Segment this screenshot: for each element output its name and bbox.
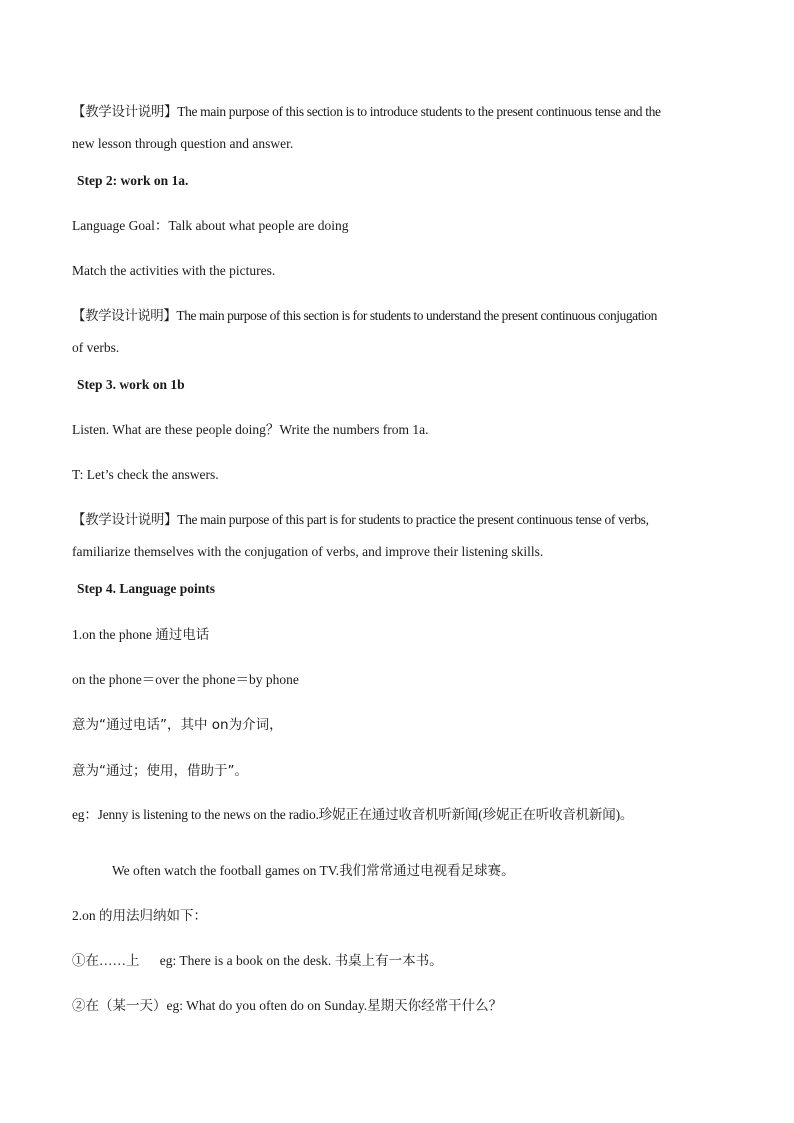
design-note-1-line-1: 【教学设计说明】The main purpose of this section is to introduce students to the present continuous tense and the: [72, 104, 661, 119]
design-note-2-line-2: of verbs.: [72, 340, 120, 355]
meaning-line-1: 意为“通过电话”，其中 on为介词，: [72, 717, 283, 733]
example-radio: eg：Jenny is listening to the news on the radio.珍妮正在通过收音机听新闻(珍妮正在听收音机新闻)。: [72, 807, 634, 822]
phone-equivalents: on the phone＝over the phone＝by phone: [72, 672, 299, 687]
match-instruction: Match the activities with the pictures.: [72, 263, 276, 278]
design-note-3-line-2: familiarize themselves with the conjugation of verbs, and improve their listening skills.: [72, 544, 544, 559]
example-tv: We often watch the football games on TV.我们常常通过电视看足球赛。: [112, 863, 515, 878]
point-2-title: 2.on 的用法归纳如下：: [72, 908, 207, 923]
design-note-1-line-2: new lesson through question and answer.: [72, 136, 294, 151]
point-1-title: 1.on the phone 通过电话: [72, 627, 210, 642]
language-goal: Language Goal：Talk about what people are doing: [72, 218, 349, 233]
usage-on-surface: ①在……上 eg: There is a book on the desk. 书桌上有一本书。: [72, 953, 443, 968]
step-4-heading: Step 4. Language points: [77, 581, 216, 596]
step-2-heading: Step 2: work on 1a.: [77, 173, 189, 188]
design-note-2-line-1: 【教学设计说明】The main purpose of this section is for students to understand the present continuous conjugation: [72, 308, 657, 323]
design-note-3-line-1: 【教学设计说明】The main purpose of this part is for students to practice the present continuous tense of verbs,: [72, 512, 649, 527]
listen-instruction: Listen. What are these people doing？Write the numbers from 1a.: [72, 422, 429, 437]
step-3-heading: Step 3. work on 1b: [77, 377, 185, 392]
meaning-line-2: 意为“通过；使用，借助于”。: [72, 763, 248, 779]
usage-on-day: ②在（某一天）eg: What do you often do on Sunday.星期天你经常干什么？: [72, 998, 503, 1013]
teacher-line: T: Let’s check the answers.: [72, 467, 219, 482]
